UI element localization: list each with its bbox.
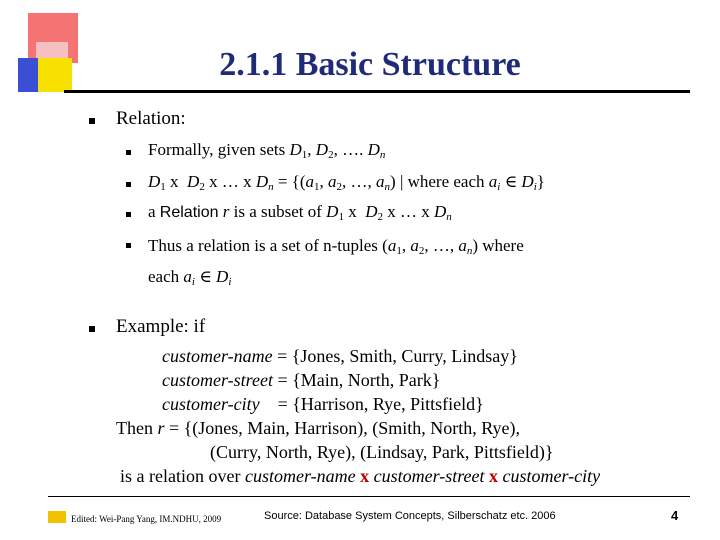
each-text: each <box>148 267 180 286</box>
ntuples-text: Thus a relation is a set of n-tuples ( <box>148 236 388 255</box>
relation-colon: : <box>180 108 186 129</box>
sub-bullet-ntuples: Thus a relation is a set of n-tuples ($a_1$, $a_2$, …, $a_n$) where each $a_i$ ∈ $D_i$ <box>148 236 524 288</box>
footer-source: Source: Database System Concepts, Silberschatz etc. 2006 <box>264 510 556 522</box>
bullet-marker <box>89 118 95 124</box>
var-customer-city: customer-city <box>162 394 260 414</box>
page-number: 4 <box>671 508 679 523</box>
example-customer-street <box>162 370 440 391</box>
sub-bullet-formally: Formally, given sets $D_1$, $D_2$, …. $D_n$ <box>148 140 386 161</box>
over-customer-street: customer-street <box>373 466 485 486</box>
cross-product-symbol: x <box>360 466 370 486</box>
bullet-relation <box>116 108 186 130</box>
val-customer-street: = {Main, North, Park} <box>277 370 441 390</box>
var-r: r <box>157 418 165 438</box>
a-text: a <box>148 202 156 221</box>
var-customer-street: customer-street <box>162 370 273 390</box>
val-customer-city: = {Harrison, Rye, Pittsfield} <box>277 394 484 414</box>
over-customer-city: customer-city <box>502 466 601 486</box>
title-underline <box>64 90 690 93</box>
example-customer-city <box>162 394 484 415</box>
relation-label: Relation <box>116 108 181 129</box>
footer-rule <box>48 496 690 497</box>
footer-edited: Edited: Wei-Pang Yang, IM.NDHU, 2009 <box>71 514 222 524</box>
where-each-text: | where each <box>399 172 485 191</box>
then-value: = {(Jones, Main, Harrison), (Smith, North, Rye), <box>169 418 521 438</box>
then-text: Then <box>116 418 153 438</box>
example-relation-over <box>120 466 600 487</box>
sub-bullet-marker <box>126 182 131 187</box>
bullet-example: Example: if <box>116 316 206 337</box>
slide-title: 2.1.1 Basic Structure <box>219 46 521 83</box>
sub-bullet-definition: $D_1$ x $D_2$ x … x $D_n = \{(a_1$, $a_2$, …, $a_n$) | where each $a_i$ ∈ $D_i$} <box>148 172 545 193</box>
var-customer-name: customer-name <box>162 346 273 366</box>
formally-text: Formally, given sets <box>148 140 286 159</box>
example-then-line <box>116 418 520 439</box>
subset-text: is a subset of <box>233 202 322 221</box>
sub-bullet-marker <box>126 150 131 155</box>
sub-bullet-marker <box>126 243 131 248</box>
val-customer-name: = {Jones, Smith, Curry, Lindsay} <box>277 346 518 366</box>
cross-product-symbol: x <box>489 466 499 486</box>
bullet-marker <box>89 326 95 332</box>
example-then-continuation: (Curry, North, Rye), (Lindsay, Park, Pittsfield)} <box>210 442 554 462</box>
ntuples-where: ) where <box>472 236 524 255</box>
relation-word: Relation <box>159 204 219 221</box>
over-customer-name: customer-name <box>244 466 356 486</box>
sub-bullet-marker <box>126 212 131 217</box>
footer-logo-box <box>48 511 66 523</box>
sub-bullet-subset: a Relation r is a subset of $D_1$ x $D_2$ x … x $D_n$ <box>148 202 452 223</box>
example-customer-name <box>162 346 518 367</box>
relation-over-text: is a relation over <box>120 466 241 486</box>
